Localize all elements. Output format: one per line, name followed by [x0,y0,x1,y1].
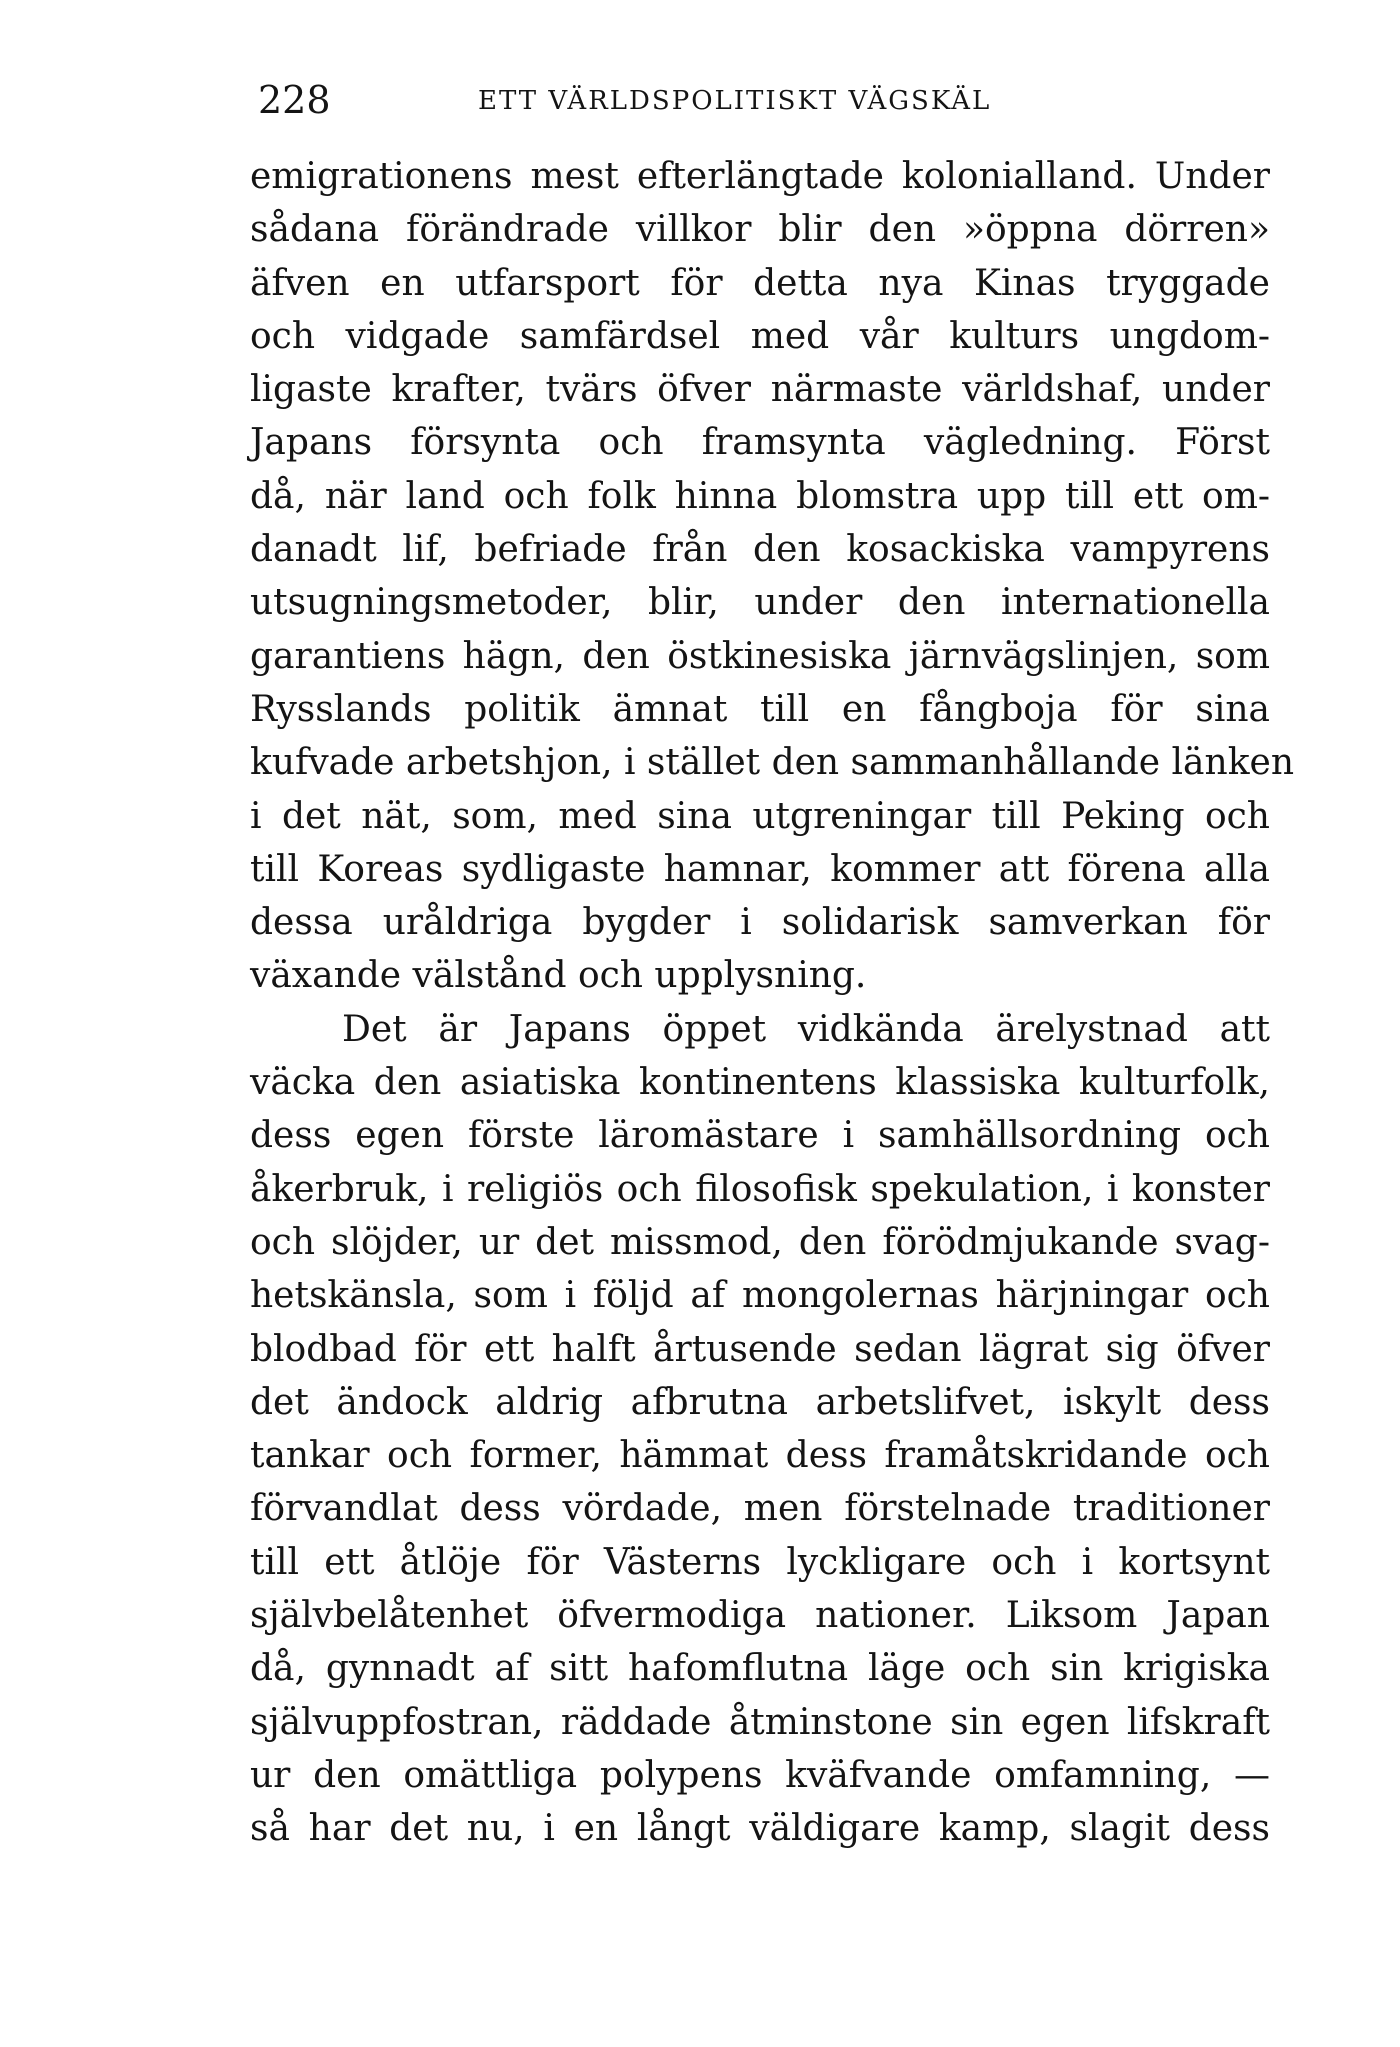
text-line: så har det nu, i en långt väldigare kamp, slagit dess [250,1808,1270,1850]
running-head: ETT VÄRLDSPOLITISKT VÄGSKÄL [478,86,992,116]
text-line: Japans försynta och framsynta vägledning. Först [250,422,1270,464]
text-line: dessa uråldriga bygder i solidarisk samverkan för [250,902,1270,944]
text-line: förvandlat dess vördade, men förstelnade traditioner [250,1488,1270,1530]
text-line: blodbad för ett halft årtusende sedan lägrat sig öfver [250,1328,1270,1370]
body-text [250,150,1294,1930]
text-line-paragraph-start: Det är Japans öppet vidkända ärelystnad att [342,1008,1270,1050]
text-line: självbelåtenhet öfvermodiga nationer. Liksom Japan [250,1595,1270,1637]
page-number: 228 [258,78,331,122]
text-line-paragraph-end: växande välstånd och upplysning. [250,955,867,997]
text-line: tankar och former, hämmat dess framåtskridande och [250,1435,1270,1477]
text-line: sådana förändrade villkor blir den »öppna dörren» [250,209,1270,251]
text-line: Rysslands politik ämnat till en fångboja för sina [250,688,1270,730]
text-line: till ett åtlöje för Västerns lyckligare och i kortsynt [250,1541,1270,1583]
text-line: utsugningsmetoder, blir, under den internationella [250,582,1270,624]
text-line: då, gynnadt af sitt hafomflutna läge och sin krigiska [250,1648,1270,1690]
text-line: och slöjder, ur det missmod, den förödmjukande svag- [250,1221,1270,1263]
text-line: i det nät, som, med sina utgreningar till Peking och [250,795,1270,837]
text-line: dess egen förste läromästare i samhällsordning och [250,1115,1270,1157]
text-line: då, när land och folk hinna blomstra upp till ett om- [250,475,1270,517]
text-line: och vidgade samfärdsel med vår kulturs ungdom- [250,315,1270,357]
text-line: emigrationens mest efterlängtade kolonialland. Under [250,156,1270,197]
text-line: ur den omättliga polypens kväfvande omfamning, — [250,1754,1270,1796]
text-line: ligaste krafter, tvärs öfver närmaste världshaf, under [250,369,1270,411]
text-line: kufvade arbetshjon, i stället den sammanhållande länken [250,742,1294,784]
text-line: åkerbruk, i religiös och filosofisk spekulation, i konster [250,1168,1270,1210]
page-header [258,70,1268,130]
text-line: danadt lif, befriade från den kosackiska vampyrens [250,529,1270,571]
text-line: äfven en utfarsport för detta nya Kinas tryggade [250,262,1270,304]
text-line: garantiens hägn, den östkinesiska järnvägslinjen, som [250,635,1270,677]
text-line: hetskänsla, som i följd af mongolernas härjningar och [250,1275,1270,1317]
text-line: väcka den asiatiska kontinentens klassiska kulturfolk, [250,1062,1270,1104]
text-line: självuppfostran, räddade åtminstone sin egen lifskraft [250,1701,1270,1743]
text-line: till Koreas sydligaste hamnar, kommer att förena alla [250,848,1270,890]
text-line: det ändock aldrig afbrutna arbetslifvet, iskylt dess [250,1381,1270,1423]
